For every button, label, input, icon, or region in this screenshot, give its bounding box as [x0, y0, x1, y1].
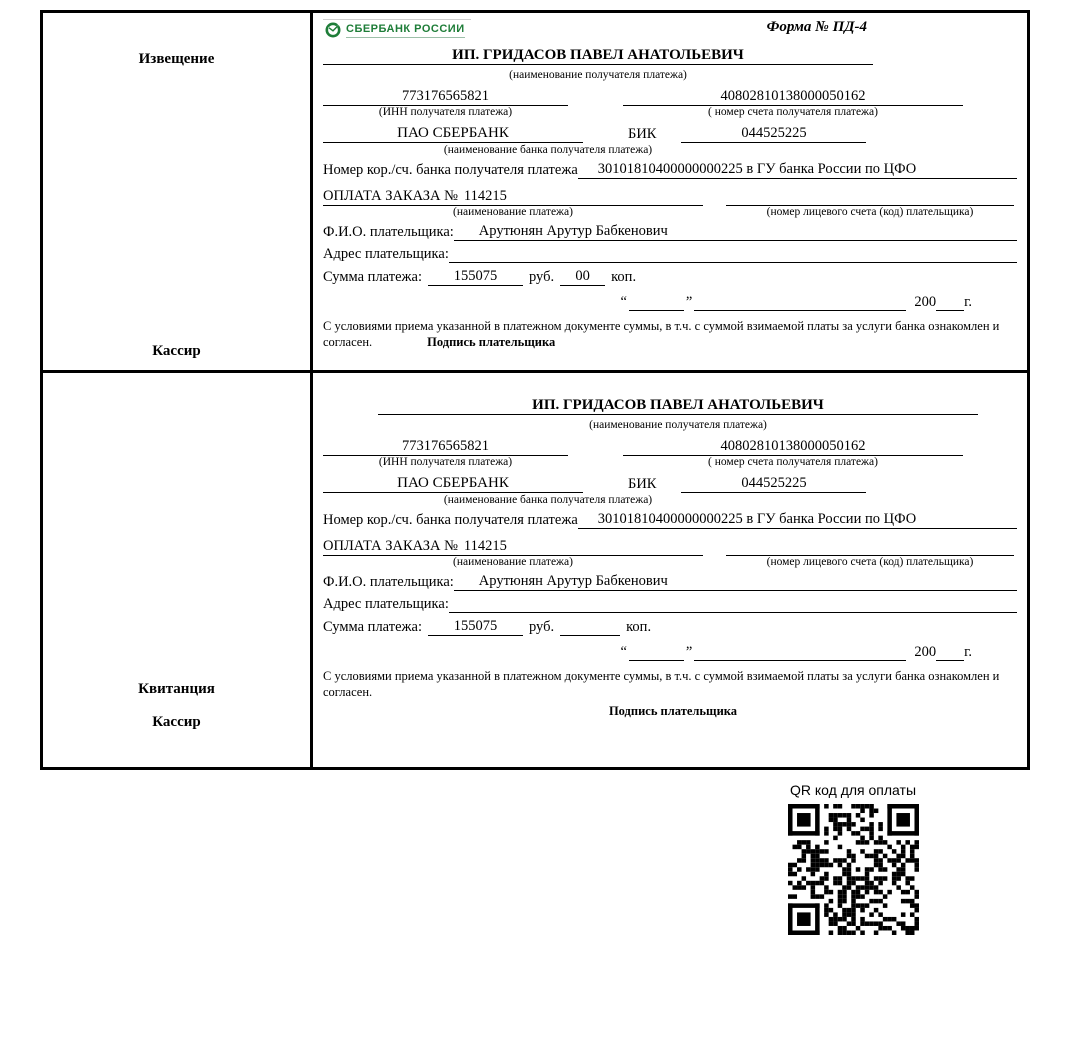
terms-text	[323, 318, 1013, 351]
payee-block	[323, 47, 1017, 83]
sum-rub-field-receipt: 155075	[428, 618, 523, 636]
corr-account-field: 30101810400000000225 в ГУ банка России по ЦФО	[578, 161, 1017, 179]
inn-field: 773176565821	[323, 88, 568, 106]
terms-text-receipt	[323, 668, 1013, 701]
year-prefix-receipt: 200	[914, 644, 937, 660]
account-field-receipt: 40802810138000050162	[623, 438, 963, 456]
receipt-label: Квитанция	[138, 681, 215, 697]
payee-block-receipt	[323, 397, 1017, 433]
order-number: 114215	[463, 188, 507, 204]
purpose-row-receipt	[323, 538, 1017, 556]
sberbank-logo	[323, 19, 471, 41]
corr-account-row-receipt	[323, 511, 1017, 529]
receipt-form	[313, 373, 1027, 767]
date-month-field	[694, 294, 906, 311]
form-number-label: Форма № ПД-4	[766, 19, 867, 35]
sum-label-receipt: Сумма платежа:	[323, 619, 422, 635]
inn-account-row-receipt	[323, 438, 1017, 456]
sberbank-logo-text: СБЕРБАНК РОССИИ	[346, 23, 465, 38]
date-row-receipt	[323, 644, 1017, 661]
close-quote-receipt: ”	[685, 644, 693, 660]
bank-caption-receipt: (наименование банка получателя платежа)	[443, 494, 653, 506]
payer-address-label-receipt: Адрес плательщика:	[323, 596, 449, 612]
notice-stub-column	[43, 13, 313, 370]
signature-label-notice: Подпись плательщика	[427, 335, 556, 350]
payer-name-field-receipt: Арутюнян Арутур Бабкенович	[454, 573, 1017, 591]
bank-row-receipt	[323, 475, 1017, 493]
inn-account-captions	[323, 106, 1017, 118]
corr-account-label-receipt: Номер кор./сч. банка получателя платежа	[323, 512, 578, 528]
date-month-field-receipt	[694, 644, 906, 661]
payer-name-field: Арутюнян Арутур Бабкенович	[454, 223, 1017, 241]
open-quote: “	[620, 294, 627, 310]
bank-caption: (наименование банка получателя платежа)	[443, 144, 653, 156]
personal-account-caption: (номер лицевого счета (код) плательщика)	[766, 206, 974, 218]
inn-caption-receipt: (ИНН получателя платежа)	[378, 456, 513, 468]
purpose-field	[323, 188, 703, 206]
date-row	[323, 294, 1017, 311]
corr-account-label: Номер кор./сч. банка получателя платежа	[323, 162, 578, 178]
close-quote: ”	[685, 294, 693, 310]
pd4-form-table	[40, 10, 1030, 770]
purpose-row	[323, 188, 1017, 206]
personal-account-caption-receipt: (номер лицевого счета (код) плательщика)	[766, 556, 974, 568]
rub-label-receipt: руб.	[529, 619, 555, 635]
inn-field-receipt: 773176565821	[323, 438, 568, 456]
bik-label: БИК	[628, 126, 657, 142]
purpose-caption-receipt: (наименование платежа)	[453, 556, 573, 568]
sum-row-receipt	[323, 618, 1017, 636]
payee-name: ИП. ГРИДАСОВ ПАВЕЛ АНАТОЛЬЕВИЧ	[323, 47, 873, 65]
inn-account-row	[323, 88, 1017, 106]
cashier-label-notice: Кассир	[152, 343, 201, 359]
sum-rub-field: 155075	[428, 268, 523, 286]
date-day-field-receipt	[629, 644, 684, 661]
signature-label-receipt: Подпись плательщика	[608, 703, 738, 718]
sum-row	[323, 268, 1017, 286]
payer-address-field	[449, 246, 1017, 263]
kop-label-receipt: коп.	[626, 619, 652, 635]
payer-address-label: Адрес плательщика:	[323, 246, 449, 262]
bik-label-receipt: БИК	[628, 476, 657, 492]
personal-account-field-receipt	[726, 539, 1014, 556]
kop-label: коп.	[611, 269, 637, 285]
payer-name-label-receipt: Ф.И.О. плательщика:	[323, 574, 454, 590]
notice-section	[43, 13, 1027, 373]
sum-kop-field-receipt	[560, 619, 620, 636]
notice-label: Извещение	[138, 51, 215, 67]
year-prefix: 200	[914, 294, 937, 310]
account-field: 40802810138000050162	[623, 88, 963, 106]
date-day-field	[629, 294, 684, 311]
payee-name-receipt: ИП. ГРИДАСОВ ПАВЕЛ АНАТОЛЬЕВИЧ	[378, 397, 978, 415]
purpose-label-receipt: ОПЛАТА ЗАКАЗА №	[323, 538, 458, 554]
cashier-label-receipt: Кассир	[152, 714, 201, 730]
payer-name-row-receipt	[323, 573, 1017, 591]
receipt-section	[43, 373, 1027, 767]
sberbank-logo-icon	[325, 22, 341, 38]
purpose-label: ОПЛАТА ЗАКАЗА №	[323, 188, 458, 204]
year-field-receipt	[936, 644, 964, 661]
year-suffix: г.	[964, 294, 972, 310]
bank-row	[323, 125, 1017, 143]
purpose-captions-receipt	[323, 556, 1017, 568]
inn-account-captions-receipt	[323, 456, 1017, 468]
corr-account-field-receipt: 30101810400000000225 в ГУ банка России по ЦФО	[578, 511, 1017, 529]
order-number-receipt: 114215	[463, 538, 507, 554]
notice-form	[313, 13, 1027, 370]
year-suffix-receipt: г.	[964, 644, 972, 660]
payer-address-row-receipt	[323, 596, 1017, 613]
corr-account-row	[323, 161, 1017, 179]
payer-name-label: Ф.И.О. плательщика:	[323, 224, 454, 240]
bik-field-receipt: 044525225	[681, 475, 866, 493]
bik-field: 044525225	[681, 125, 866, 143]
payee-caption-receipt: (наименование получателя платежа)	[589, 419, 767, 431]
payer-address-field-receipt	[449, 596, 1017, 613]
receipt-stub-column	[43, 373, 313, 767]
payer-address-row	[323, 246, 1017, 263]
purpose-field-receipt	[323, 538, 703, 556]
bank-name-field-receipt: ПАО СБЕРБАНК	[323, 475, 583, 493]
purpose-captions	[323, 206, 1017, 218]
bank-name-field: ПАО СБЕРБАНК	[323, 125, 583, 143]
qr-block	[788, 782, 919, 935]
payer-name-row	[323, 223, 1017, 241]
sum-label: Сумма платежа:	[323, 269, 422, 285]
purpose-caption: (наименование платежа)	[453, 206, 573, 218]
account-caption-receipt: ( номер счета получателя платежа)	[708, 456, 878, 468]
sum-kop-field: 00	[560, 268, 605, 286]
terms-paragraph: С условиями приема указанной в платежном документе суммы, в т.ч. с суммой взимаемой платы за услуги банка ознакомлен и согласен.	[323, 319, 1000, 350]
qr-code	[788, 804, 919, 935]
year-field	[936, 294, 964, 311]
terms-paragraph-receipt: С условиями приема указанной в платежном документе суммы, в т.ч. с суммой взимаемой платы за услуги банка ознакомлен и согласен.	[323, 669, 1000, 700]
rub-label: руб.	[529, 269, 555, 285]
account-caption: ( номер счета получателя платежа)	[708, 106, 878, 118]
qr-caption: QR код для оплаты	[790, 782, 917, 798]
payee-caption: (наименование получателя платежа)	[509, 69, 687, 81]
notice-form-header	[323, 19, 1017, 47]
open-quote-receipt: “	[620, 644, 627, 660]
personal-account-field	[726, 189, 1014, 206]
inn-caption: (ИНН получателя платежа)	[378, 106, 513, 118]
